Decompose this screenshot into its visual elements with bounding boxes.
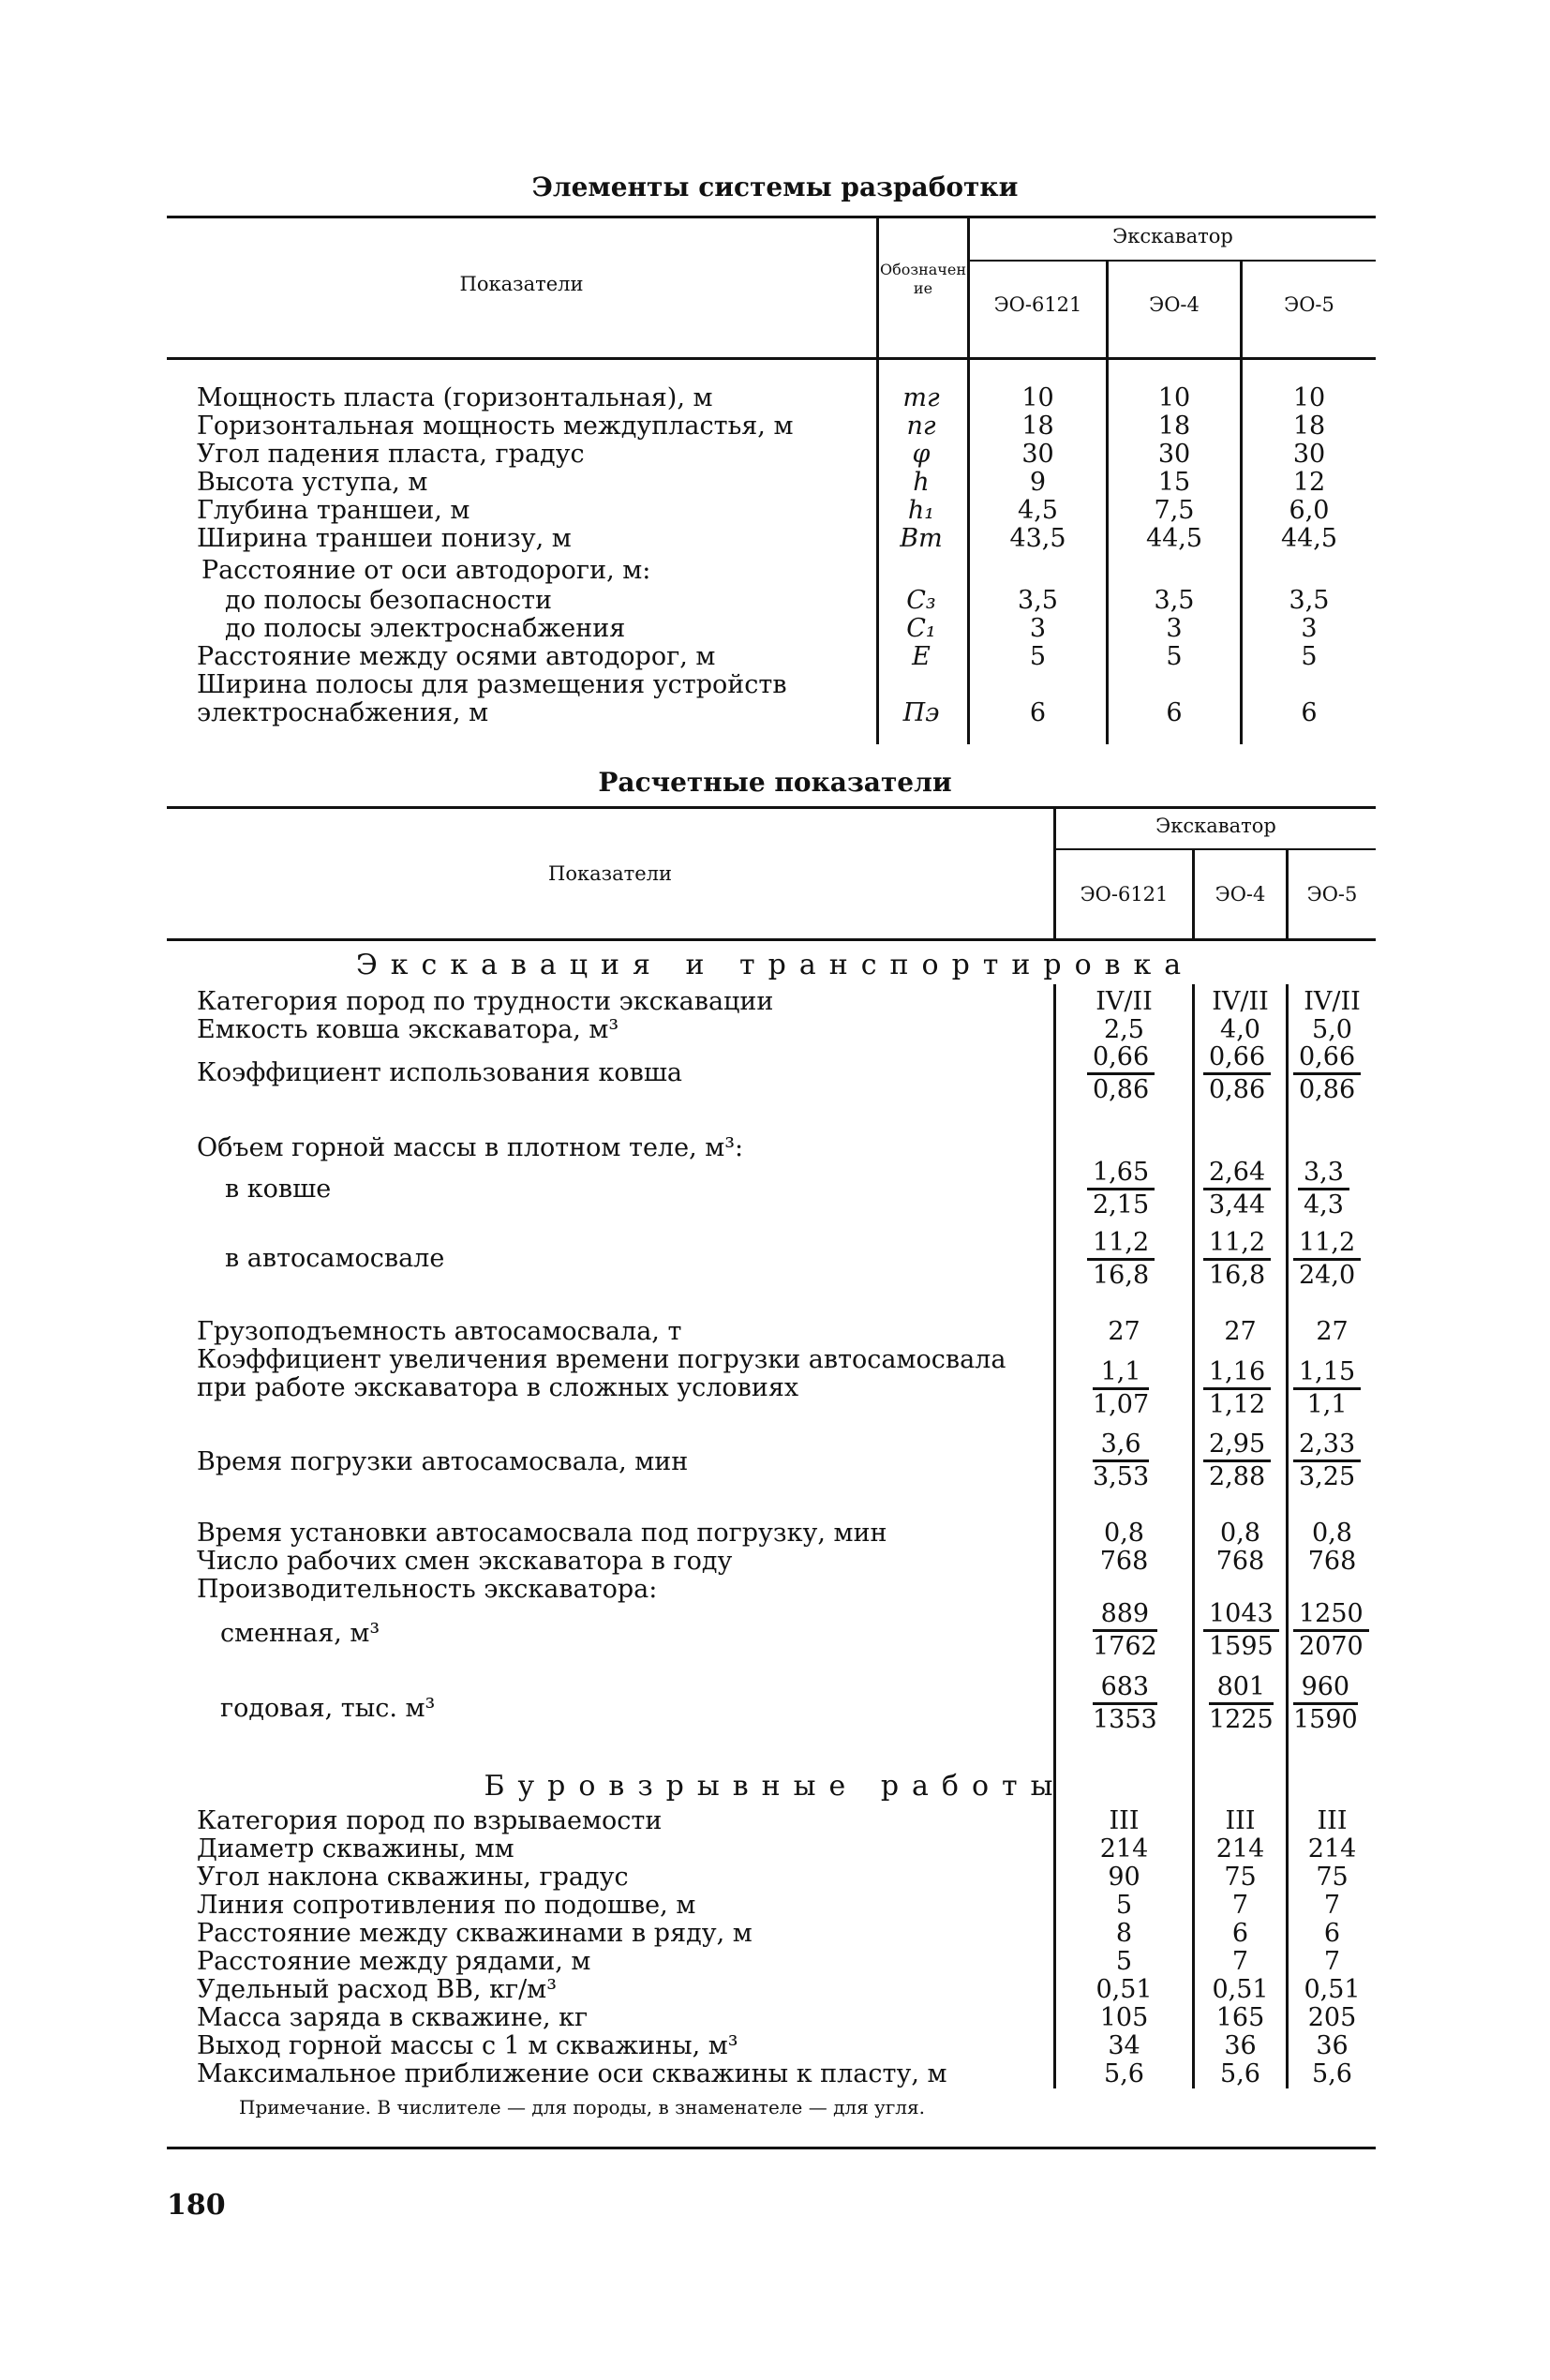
row-value: 7: [1231, 1947, 1249, 1976]
row-label: сменная, м³: [220, 1619, 380, 1648]
row-value: 7: [1231, 1891, 1249, 1920]
row-label: Категория пород по взрываемости: [197, 1806, 663, 1835]
row-label: Грузоподъемность автосамосвала, т: [197, 1317, 682, 1346]
row-value: 214: [1307, 1834, 1357, 1864]
row-value: 7: [1323, 1891, 1341, 1920]
table2-bottom-rule: [167, 2147, 1376, 2149]
row-label: Расстояние от оси автодороги, м:: [201, 556, 651, 585]
table1-title: Элементы системы разработки: [531, 172, 1019, 202]
fraction-value: $\frac{0,66}{0,86}$: [1293, 1042, 1361, 1105]
fraction-value: $\frac{1,65}{2,15}$: [1087, 1158, 1155, 1220]
table1-col-param: Показатели: [459, 273, 584, 295]
row-value: 5: [1301, 642, 1318, 671]
table1-model-2: ЭО-4: [1149, 293, 1200, 316]
fraction-value: $\frac{683}{1353}$: [1093, 1672, 1157, 1734]
row-value: 15: [1157, 468, 1191, 497]
row-value: 30: [1157, 440, 1191, 469]
fraction-value: $\frac{11,2}{24,0}$: [1293, 1228, 1361, 1291]
row-value: 0,51: [1212, 1975, 1269, 2004]
table2-col-group: Экскаватор: [1155, 815, 1276, 837]
volume-header: Объем горной массы в плотном теле, м³:: [197, 1133, 744, 1162]
row-label: Категория пород по трудности экскавации: [197, 987, 774, 1016]
row-symbol: C₃: [906, 586, 936, 615]
fraction-value: $\frac{2,64}{3,44}$: [1203, 1158, 1271, 1220]
fraction-value: $\frac{3,3}{4,3}$: [1298, 1158, 1349, 1220]
table-note: Примечание. В числителе — для породы, в знаменателе — для угля.: [239, 2096, 925, 2118]
row-value: 18: [1292, 412, 1326, 441]
row-value: 9: [1029, 468, 1047, 497]
row-value: 768: [1307, 1547, 1357, 1576]
fraction-value: $\frac{1,15}{1,1}$: [1293, 1357, 1361, 1420]
row-value: 27: [1224, 1317, 1257, 1346]
row-value: 36: [1224, 2031, 1257, 2060]
row-value: 44,5: [1280, 524, 1338, 553]
fraction-value: $\frac{1,16}{1,12}$: [1203, 1357, 1271, 1420]
table2-header-rule: [167, 938, 1376, 941]
row-symbol: h₁: [907, 496, 935, 525]
row-value: 2,5: [1104, 1015, 1144, 1044]
row-value: IV/II: [1095, 987, 1153, 1016]
row-value: III: [1225, 1806, 1256, 1835]
row-value: 3: [1166, 614, 1183, 643]
row-value: III: [1109, 1806, 1140, 1835]
row-label: Мощность пласта (горизонтальная), м: [197, 383, 713, 412]
row-label: до полосы электроснабжения: [225, 614, 626, 643]
fraction-value: $\frac{11,2}{16,8}$: [1087, 1228, 1155, 1291]
row-value: IV/II: [1212, 987, 1269, 1016]
row-value: 6: [1029, 698, 1047, 727]
row-value: 0,51: [1095, 1975, 1153, 2004]
row-label: Максимальное приближение оси скважины к пласту, м: [197, 2059, 947, 2088]
fraction-value: $\frac{1,1}{1,07}$: [1093, 1357, 1150, 1419]
row-value: 6: [1323, 1919, 1341, 1948]
row-label: Ширина траншеи понизу, м: [197, 524, 572, 553]
fraction-value: $\frac{889}{1762}$: [1093, 1599, 1157, 1661]
table1-model-1: ЭО-6121: [993, 293, 1082, 316]
row-value: 3,5: [1018, 586, 1058, 615]
row-label: Ширина полосы для размещения устройств: [197, 670, 787, 699]
row-value: 5,6: [1104, 2059, 1144, 2088]
row-value: 10: [1292, 383, 1326, 412]
row-value: 34: [1108, 2031, 1140, 2060]
row-label: Линия сопротивления по подошве, м: [197, 1891, 696, 1920]
row-value: IV/II: [1304, 987, 1361, 1016]
row-value: 214: [1099, 1834, 1149, 1864]
fraction-value: $\frac{2,33}{3,25}$: [1293, 1429, 1361, 1492]
fraction-value: $\frac{960}{1590}$: [1293, 1672, 1358, 1734]
row-value: 27: [1108, 1317, 1140, 1346]
row-value: 7: [1323, 1947, 1341, 1976]
row-label: Выход горной массы с 1 м скважины, м³: [197, 2031, 738, 2060]
row-value: 12: [1292, 468, 1326, 497]
row-value: 5: [1166, 642, 1183, 671]
fraction-value: $\frac{11,2}{16,8}$: [1203, 1228, 1271, 1291]
row-label-cont: при работе экскаватора в сложных условиях: [197, 1373, 799, 1402]
row-symbol: C₁: [906, 614, 936, 643]
row-value: 3,5: [1154, 586, 1195, 615]
fraction-value: $\frac{0,66}{0,86}$: [1087, 1042, 1155, 1105]
row-value: 10: [1157, 383, 1191, 412]
row-value: 205: [1307, 2003, 1357, 2032]
row-symbol: nг: [906, 412, 936, 441]
table2-col-param: Показатели: [548, 862, 672, 885]
row-label: годовая, тыс. м³: [220, 1694, 436, 1723]
row-value: 4,0: [1220, 1015, 1260, 1044]
row-label: Расстояние между осями автодорог, м: [197, 642, 716, 671]
row-label: Коэффициент использования ковша: [197, 1058, 683, 1087]
row-value: 43,5: [1009, 524, 1066, 553]
row-label: Время погрузки автосамосвала, мин: [197, 1447, 689, 1476]
row-label: Глубина траншеи, м: [197, 496, 470, 525]
row-symbol: E: [912, 642, 931, 671]
row-value: 214: [1215, 1834, 1265, 1864]
section-excavation: Экскавация и транспортировка: [355, 949, 1195, 981]
row-value: 5: [1115, 1891, 1133, 1920]
row-value: 10: [1021, 383, 1054, 412]
table2-model-3: ЭО-5: [1306, 883, 1358, 906]
fraction-value: $\frac{1043}{1595}$: [1203, 1599, 1279, 1662]
row-value: 44,5: [1145, 524, 1203, 553]
table2-group-rule: [1053, 848, 1376, 850]
row-value: 75: [1316, 1863, 1349, 1892]
row-value: 165: [1215, 2003, 1265, 2032]
table2-model-2: ЭО-4: [1215, 883, 1266, 906]
table2-title: Расчетные показатели: [598, 767, 952, 798]
fraction-value: $\frac{0,66}{0,86}$: [1203, 1042, 1271, 1105]
row-label: Масса заряда в скважине, кг: [197, 2003, 589, 2032]
row-value: 30: [1021, 440, 1054, 469]
row-value: 18: [1157, 412, 1191, 441]
row-label: Высота уступа, м: [197, 468, 428, 497]
row-value: 105: [1099, 2003, 1149, 2032]
row-value: 0,51: [1304, 1975, 1361, 2004]
table1-col-sym: Обозначение: [879, 261, 967, 297]
row-label: Емкость ковша экскаватора, м³: [197, 1015, 619, 1044]
table2-model-1: ЭО-6121: [1080, 883, 1169, 906]
table2-top-rule: [167, 806, 1376, 809]
row-value: 3: [1029, 614, 1047, 643]
section-drilling: Буровзрывные работы: [484, 1770, 1066, 1803]
row-value: 8: [1115, 1919, 1133, 1948]
row-value: 5,6: [1312, 2059, 1352, 2088]
row-value: 6: [1301, 698, 1318, 727]
row-label: Время установки автосамосвала под погрузку, мин: [197, 1519, 887, 1548]
table1-col-group: Экскаватор: [1112, 225, 1233, 247]
row-value: 768: [1215, 1547, 1265, 1576]
row-label: Угол наклона скважины, градус: [197, 1863, 629, 1892]
row-value: 5: [1029, 642, 1047, 671]
productivity-header: Производительность экскаватора:: [197, 1575, 658, 1604]
table1-body-vline-1: [876, 360, 879, 744]
row-value: 7,5: [1154, 496, 1195, 525]
row-value: 36: [1316, 2031, 1349, 2060]
fraction-value: $\frac{801}{1225}$: [1209, 1672, 1274, 1734]
row-value: 3: [1301, 614, 1318, 643]
row-label: Число рабочих смен экскаватора в году: [197, 1547, 733, 1576]
row-label: в ковше: [225, 1175, 332, 1204]
row-symbol: h: [913, 468, 930, 497]
row-symbol: Bт: [900, 524, 943, 553]
row-value: 5: [1115, 1947, 1133, 1976]
row-value: 27: [1316, 1317, 1349, 1346]
row-label: в автосамосвале: [225, 1244, 445, 1273]
fraction-value: $\frac{3,6}{3,53}$: [1093, 1429, 1150, 1491]
page-number: 180: [167, 2189, 226, 2222]
row-label: Коэффициент увеличения времени погрузки автосамосвала: [197, 1345, 1006, 1374]
row-value: 6,0: [1289, 496, 1330, 525]
row-label: Диаметр скважины, мм: [197, 1834, 514, 1864]
row-value: 6: [1166, 698, 1183, 727]
row-symbol: mг: [902, 383, 940, 412]
row-value: 3,5: [1289, 586, 1330, 615]
table1-top-rule: [167, 216, 1376, 218]
row-value: 768: [1099, 1547, 1149, 1576]
table1-header-rule: [167, 357, 1376, 360]
row-value: III: [1317, 1806, 1348, 1835]
row-value: 90: [1108, 1863, 1140, 1892]
row-symbol: Пэ: [902, 698, 940, 727]
row-value: 30: [1292, 440, 1326, 469]
row-label: Расстояние между рядами, м: [197, 1947, 591, 1976]
row-label: Горизонтальная мощность междупластья, м: [197, 412, 794, 441]
table1-model-3: ЭО-5: [1284, 293, 1334, 316]
row-symbol: φ: [912, 440, 931, 469]
row-value: 0,8: [1104, 1519, 1144, 1548]
row-label: до полосы безопасности: [225, 586, 553, 615]
row-value: 75: [1224, 1863, 1257, 1892]
row-label: Угол падения пласта, градус: [197, 440, 585, 469]
fraction-value: $\frac{2,95}{2,88}$: [1203, 1429, 1271, 1492]
row-value: 6: [1231, 1919, 1249, 1948]
row-label: Расстояние между скважинами в ряду, м: [197, 1919, 753, 1948]
row-value: 5,6: [1220, 2059, 1260, 2088]
row-value: 18: [1021, 412, 1054, 441]
row-label: электроснабжения, м: [197, 698, 489, 727]
fraction-value: $\frac{1250}{2070}$: [1293, 1599, 1369, 1662]
row-value: 0,8: [1312, 1519, 1352, 1548]
row-label: Удельный расход ВВ, кг/м³: [197, 1975, 558, 2004]
row-value: 0,8: [1220, 1519, 1260, 1548]
table1-group-rule: [967, 260, 1376, 262]
row-value: 5,0: [1312, 1015, 1352, 1044]
row-value: 4,5: [1018, 496, 1058, 525]
